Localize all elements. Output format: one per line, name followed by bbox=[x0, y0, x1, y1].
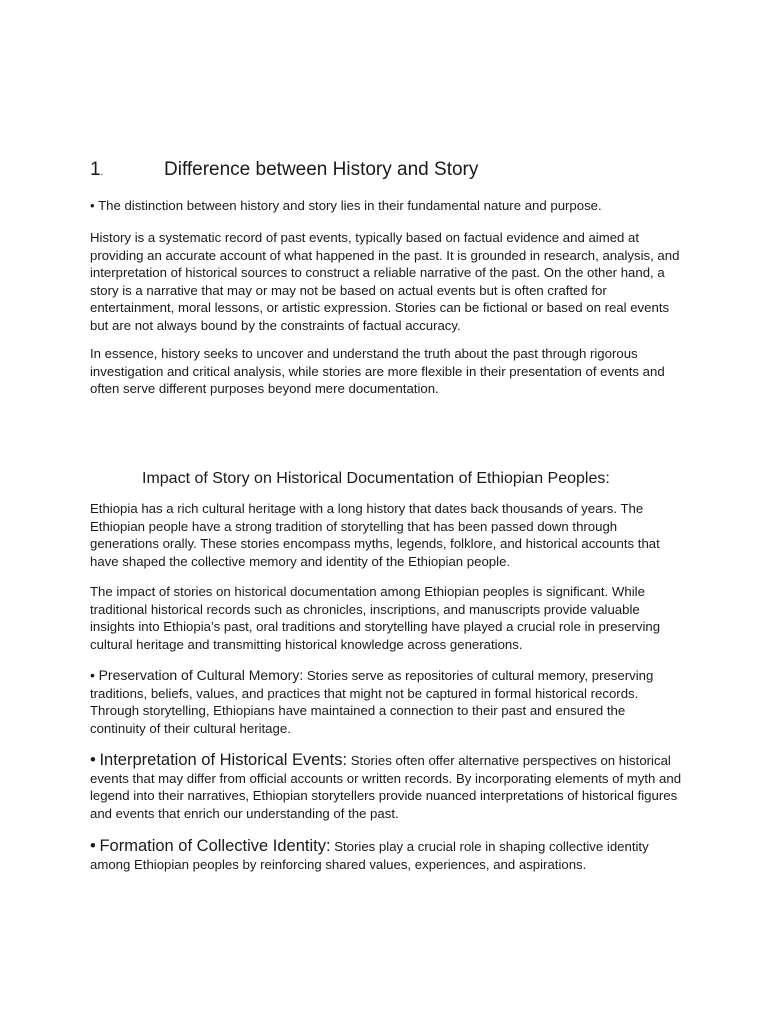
intro-bullet-text: The distinction between history and story lies in their fundamental nature and purpose. bbox=[98, 198, 602, 213]
section-1-number: 1 bbox=[90, 159, 101, 180]
bullet-marker: • bbox=[90, 751, 96, 769]
bullet-marker: • bbox=[90, 837, 96, 855]
bullet-lead: Preservation of Cultural Memory: bbox=[98, 667, 304, 683]
bullet-lead: Interpretation of Historical Events: bbox=[99, 751, 348, 769]
intro-bullet-marker: • bbox=[90, 198, 95, 213]
history-definition-paragraph: History is a systematic record of past events, typically based on factual evidence and aimed at providing an accurate account of what happened in the past. It is grounded in research, analysis, and interpretation of historical sources to construct a reliable narrative of the past. On the other hand, a story is a narrative that may or may not be based on actual events but is often crafted for entertainment, moral lessons, or artistic expression. Stories can be fictional or based on real events but are not always bound by the constraints of factual accuracy. bbox=[90, 230, 680, 333]
section-2-heading: Impact of Story on Historical Documentation of Ethiopian Peoples: bbox=[142, 470, 610, 487]
bullet-collective-identity bbox=[90, 838, 682, 873]
ethiopia-heritage-paragraph: Ethiopia has a rich cultural heritage with a long history that dates back thousands of years. The Ethiopian people have a strong tradition of storytelling that has been passed down through generations orally. These stories encompass myths, legends, folklore, and historical accounts that have shaped the collective memory and identity of the Ethiopian people. bbox=[90, 501, 660, 569]
section-1-heading bbox=[90, 158, 479, 185]
bullet-text: Stories often offer alternative perspectives on historical events that may differ from official accounts or written records. By incorporating elements of myth and legend into their narratives, Ethiopian storytellers provide nuanced interpretations of historical figures and events that enrich our understanding of the past. bbox=[90, 753, 682, 821]
intro-bullet-line bbox=[90, 197, 682, 215]
section-1-number-suffix: . bbox=[100, 167, 104, 178]
bullet-historical-events bbox=[90, 752, 682, 822]
bullet-marker: • bbox=[90, 667, 95, 683]
section-1-title: Difference between History and Story bbox=[164, 159, 479, 180]
essence-paragraph: In essence, history seeks to uncover and understand the truth about the past through rigorous investigation and critical analysis, while stories are more flexible in their presentation of events and often serve different purposes beyond mere documentation. bbox=[90, 346, 665, 397]
bullet-cultural-memory bbox=[90, 667, 682, 737]
bullet-text: Stories serve as repositories of cultural memory, preserving traditions, beliefs, values, and practices that might not be captured in formal historical records. Through storytelling, Ethiopians have maintained a connection to their past and ensured the continuity of their cultural heritage. bbox=[90, 668, 654, 736]
bullet-lead: Formation of Collective Identity: bbox=[99, 837, 331, 855]
bullet-text: Stories play a crucial role in shaping collective identity among Ethiopian peoples by reinforcing shared values, experiences, and aspirations. bbox=[90, 839, 649, 872]
impact-paragraph: The impact of stories on historical documentation among Ethiopian peoples is significant. While traditional historical records such as chronicles, inscriptions, and manuscripts provide valuable insights into Ethiopia’s past, oral traditions and storytelling have played a crucial role in preserving cultural heritage and transmitting historical knowledge across generations. bbox=[90, 584, 661, 652]
